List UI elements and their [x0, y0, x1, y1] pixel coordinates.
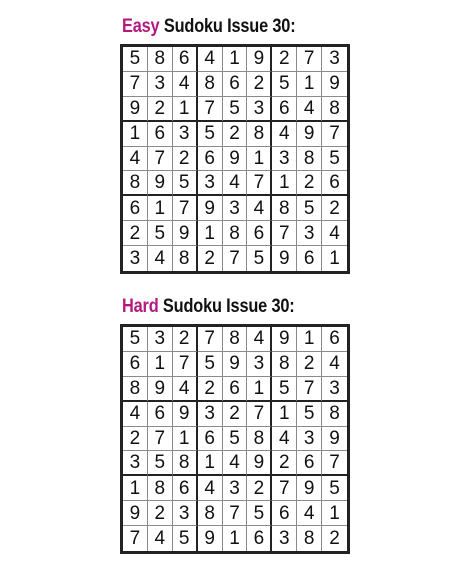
sudoku-cell: 5 — [297, 196, 322, 221]
sudoku-cell: 9 — [297, 122, 322, 147]
sudoku-cell: 3 — [272, 147, 297, 172]
sudoku-cell: 7 — [198, 327, 223, 352]
sudoku-cell: 4 — [297, 501, 322, 526]
sudoku-cell: 7 — [297, 377, 322, 402]
sudoku-cell: 8 — [123, 171, 148, 196]
sudoku-cell: 2 — [272, 47, 297, 72]
sudoku-cell: 1 — [148, 352, 173, 377]
sudoku-cell: 4 — [247, 327, 272, 352]
sudoku-cell: 3 — [297, 221, 322, 246]
sudoku-cell: 5 — [198, 352, 223, 377]
sudoku-cell: 9 — [272, 246, 297, 271]
sudoku-cell: 3 — [173, 122, 198, 147]
sudoku-cell: 3 — [198, 171, 223, 196]
sudoku-cell: 9 — [223, 147, 248, 172]
sudoku-cell: 4 — [173, 72, 198, 97]
sudoku-cell: 3 — [322, 47, 347, 72]
sudoku-cell: 8 — [123, 377, 148, 402]
sudoku-cell: 6 — [223, 377, 248, 402]
sudoku-cell: 7 — [247, 171, 272, 196]
sudoku-cell: 4 — [198, 476, 223, 501]
sudoku-cell: 5 — [148, 451, 173, 476]
sudoku-cell: 3 — [272, 526, 297, 551]
sudoku-cell: 5 — [198, 122, 223, 147]
sudoku-cell: 5 — [223, 427, 248, 452]
sudoku-cell: 6 — [247, 221, 272, 246]
easy-puzzle-title — [122, 16, 295, 38]
sudoku-cell: 9 — [173, 221, 198, 246]
sudoku-cell: 1 — [148, 196, 173, 221]
sudoku-cell: 3 — [123, 246, 148, 271]
sudoku-cell: 1 — [272, 171, 297, 196]
sudoku-cell: 2 — [297, 352, 322, 377]
sudoku-cell: 5 — [148, 221, 173, 246]
sudoku-cell: 2 — [198, 377, 223, 402]
sudoku-cell: 9 — [322, 72, 347, 97]
sudoku-cell: 2 — [173, 327, 198, 352]
sudoku-cell: 7 — [322, 451, 347, 476]
sudoku-cell: 6 — [123, 352, 148, 377]
sudoku-cell: 9 — [272, 327, 297, 352]
sudoku-cell: 2 — [148, 97, 173, 122]
sudoku-cell: 1 — [223, 47, 248, 72]
sudoku-cell: 8 — [173, 451, 198, 476]
sudoku-cell: 4 — [247, 196, 272, 221]
sudoku-cell: 3 — [173, 501, 198, 526]
sudoku-cell: 4 — [297, 97, 322, 122]
sudoku-cell: 2 — [272, 451, 297, 476]
sudoku-cell: 8 — [322, 97, 347, 122]
sudoku-cell: 8 — [223, 327, 248, 352]
sudoku-cell: 8 — [322, 402, 347, 427]
sudoku-cell: 9 — [198, 196, 223, 221]
sudoku-cell: 3 — [123, 451, 148, 476]
sudoku-cell: 1 — [297, 327, 322, 352]
sudoku-cell: 2 — [247, 476, 272, 501]
sudoku-cell: 5 — [322, 147, 347, 172]
sudoku-cell: 9 — [198, 526, 223, 551]
sudoku-cell: 6 — [297, 246, 322, 271]
sudoku-cell: 8 — [272, 352, 297, 377]
sudoku-cell: 7 — [297, 47, 322, 72]
sudoku-cell: 7 — [173, 352, 198, 377]
sudoku-cell: 4 — [223, 451, 248, 476]
sudoku-cell: 4 — [173, 377, 198, 402]
sudoku-cell: 6 — [123, 196, 148, 221]
sudoku-cell: 9 — [148, 377, 173, 402]
sudoku-cell: 7 — [272, 221, 297, 246]
sudoku-cell: 2 — [123, 427, 148, 452]
sudoku-cell: 6 — [247, 526, 272, 551]
sudoku-cell: 7 — [148, 147, 173, 172]
sudoku-cell: 7 — [322, 122, 347, 147]
sudoku-cell: 9 — [297, 476, 322, 501]
hard-title-text: Sudoku Issue 30: — [158, 296, 295, 317]
sudoku-cell: 5 — [173, 171, 198, 196]
sudoku-cell: 3 — [247, 97, 272, 122]
sudoku-cell: 4 — [148, 246, 173, 271]
sudoku-cell: 4 — [148, 526, 173, 551]
sudoku-cell: 4 — [123, 147, 148, 172]
sudoku-cell: 6 — [173, 47, 198, 72]
sudoku-cell: 6 — [272, 501, 297, 526]
sudoku-cell: 1 — [123, 122, 148, 147]
sudoku-cell: 2 — [322, 196, 347, 221]
sudoku-cell: 3 — [148, 327, 173, 352]
sudoku-cell: 8 — [148, 476, 173, 501]
sudoku-cell: 8 — [198, 501, 223, 526]
sudoku-cell: 9 — [247, 47, 272, 72]
sudoku-cell: 7 — [247, 402, 272, 427]
sudoku-cell: 8 — [198, 72, 223, 97]
sudoku-cell: 4 — [322, 221, 347, 246]
sudoku-cell: 3 — [198, 402, 223, 427]
sudoku-cell: 6 — [198, 427, 223, 452]
sudoku-cell: 1 — [223, 526, 248, 551]
sudoku-cell: 6 — [322, 327, 347, 352]
sudoku-cell: 9 — [123, 501, 148, 526]
sudoku-cell: 9 — [247, 451, 272, 476]
easy-title-text: Sudoku Issue 30: — [159, 16, 296, 37]
sudoku-cell: 2 — [329, 528, 340, 550]
sudoku-cell: 6 — [173, 476, 198, 501]
sudoku-cell: 5 — [297, 402, 322, 427]
sudoku-cell: 2 — [173, 147, 198, 172]
sudoku-cell: 8 — [173, 246, 198, 271]
sudoku-cell: 1 — [123, 476, 148, 501]
sudoku-cell: 1 — [247, 147, 272, 172]
easy-sudoku-grid — [120, 44, 350, 274]
sudoku-cell: 5 — [223, 97, 248, 122]
sudoku-cell: 6 — [198, 147, 223, 172]
sudoku-cell: 8 — [297, 526, 322, 551]
sudoku-cell: 6 — [148, 122, 173, 147]
sudoku-cell: 7 — [223, 501, 248, 526]
sudoku-cell: 3 — [247, 352, 272, 377]
sudoku-cell: 3 — [297, 427, 322, 452]
sudoku-cell: 9 — [223, 352, 248, 377]
sudoku-cell: 6 — [272, 97, 297, 122]
sudoku-cell: 9 — [123, 97, 148, 122]
sudoku-cell: 5 — [272, 72, 297, 97]
sudoku-cell: 8 — [297, 147, 322, 172]
sudoku-cell: 1 — [247, 377, 272, 402]
sudoku-cell: 4 — [272, 122, 297, 147]
sudoku-cell: 3 — [223, 476, 248, 501]
sudoku-cell: 5 — [173, 526, 198, 551]
sudoku-cell: 5 — [272, 377, 297, 402]
sudoku-cell: 9 — [322, 427, 347, 452]
sudoku-cell: 1 — [322, 501, 347, 526]
sudoku-cell: 4 — [272, 427, 297, 452]
sudoku-cell: 5 — [322, 476, 347, 501]
sudoku-cell: 2 — [148, 501, 173, 526]
sudoku-cell: 3 — [148, 72, 173, 97]
sudoku-cell: 5 — [247, 501, 272, 526]
sudoku-cell: 8 — [272, 196, 297, 221]
sudoku-cell: 2 — [223, 402, 248, 427]
sudoku-cell: 4 — [223, 171, 248, 196]
sudoku-cell: 1 — [329, 248, 340, 270]
sudoku-cell: 1 — [297, 72, 322, 97]
sudoku-cell: 1 — [198, 451, 223, 476]
hard-sudoku-grid — [120, 324, 350, 554]
sudoku-cell: 1 — [198, 221, 223, 246]
sudoku-cell: 4 — [198, 47, 223, 72]
sudoku-cell: 6 — [148, 402, 173, 427]
sudoku-cell: 8 — [247, 427, 272, 452]
sudoku-cell: 7 — [272, 476, 297, 501]
sudoku-cell: 1 — [173, 427, 198, 452]
sudoku-cell: 8 — [223, 221, 248, 246]
sudoku-cell: 7 — [198, 97, 223, 122]
sudoku-cell: 7 — [173, 196, 198, 221]
sudoku-cell: 7 — [223, 246, 248, 271]
sudoku-cell: 6 — [223, 72, 248, 97]
sudoku-cell: 5 — [123, 327, 148, 352]
sudoku-cell: 7 — [123, 72, 148, 97]
sudoku-cell: 4 — [123, 402, 148, 427]
sudoku-cell: 7 — [123, 526, 148, 551]
sudoku-cell: 4 — [322, 352, 347, 377]
easy-level-label: Easy — [122, 16, 160, 37]
sudoku-cell: 5 — [123, 47, 148, 72]
sudoku-cell: 6 — [297, 451, 322, 476]
sudoku-cell: 2 — [247, 72, 272, 97]
sudoku-cell: 3 — [223, 196, 248, 221]
sudoku-cell: 2 — [198, 246, 223, 271]
sudoku-cell: 8 — [148, 47, 173, 72]
hard-puzzle-title — [122, 296, 295, 318]
sudoku-cell: 8 — [247, 122, 272, 147]
sudoku-cell: 2 — [223, 122, 248, 147]
sudoku-cell: 3 — [322, 377, 347, 402]
sudoku-cell: 6 — [322, 171, 347, 196]
sudoku-cell: 9 — [173, 402, 198, 427]
sudoku-cell: 2 — [297, 171, 322, 196]
sudoku-cell: 7 — [148, 427, 173, 452]
sudoku-cell: 1 — [173, 97, 198, 122]
sudoku-cell: 2 — [123, 221, 148, 246]
sudoku-cell: 5 — [247, 246, 272, 271]
sudoku-cell: 1 — [272, 402, 297, 427]
hard-level-label: Hard — [122, 296, 159, 317]
sudoku-cell: 9 — [148, 171, 173, 196]
